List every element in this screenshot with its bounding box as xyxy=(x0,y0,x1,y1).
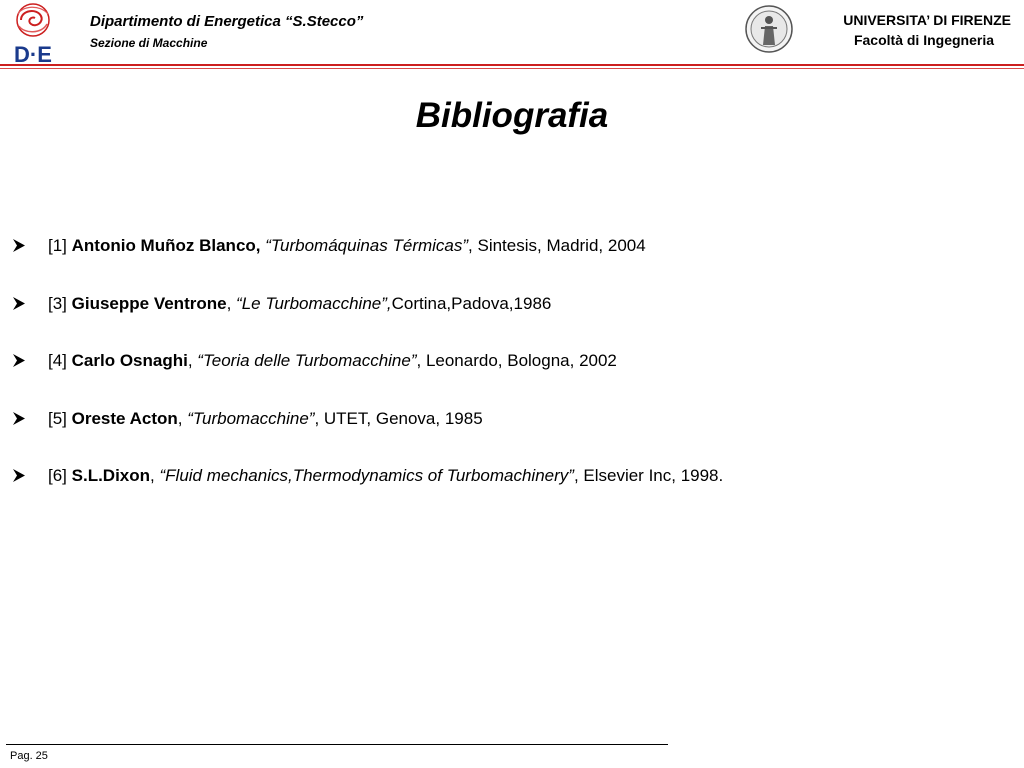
reference-author: Antonio Muñoz Blanco, xyxy=(71,236,261,255)
svg-text:D·E: D·E xyxy=(14,42,52,64)
reference-publisher: , Leonardo, Bologna, 2002 xyxy=(416,351,617,370)
bibliography-item xyxy=(0,409,723,467)
bibliography-item xyxy=(0,236,723,294)
reference-separator: , xyxy=(177,408,188,428)
department-name: Dipartimento di Energetica “S.Stecco” xyxy=(90,13,364,30)
reference-title: “Fluid mechanics,Thermodynamics of Turbomachinery” xyxy=(159,466,574,485)
arrow-bullet-icon xyxy=(12,411,26,426)
reference-separator: , xyxy=(226,293,237,313)
department-section: Sezione di Macchine xyxy=(90,36,208,50)
footer-divider xyxy=(6,744,668,745)
reference-title: “Le Turbomacchine”, xyxy=(236,293,392,313)
reference-number: [3] xyxy=(48,293,67,313)
reference-separator: , xyxy=(150,466,160,485)
reference-author: Giuseppe Ventrone xyxy=(71,293,227,313)
reference-number: [1] xyxy=(48,236,67,255)
page-title: Bibliografia xyxy=(415,96,609,135)
arrow-bullet-icon xyxy=(12,468,26,483)
arrow-bullet-icon xyxy=(12,238,26,253)
page-number: Pag. 25 xyxy=(10,750,48,762)
university-name: UNIVERSITA’ DI FIRENZE xyxy=(843,12,1011,28)
reference-publisher: , Sintesis, Madrid, 2004 xyxy=(468,236,646,255)
slide-header xyxy=(0,0,1024,76)
university-seal-icon xyxy=(744,4,794,54)
arrow-bullet-icon xyxy=(12,353,26,368)
reference-title: “Teoria delle Turbomacchine” xyxy=(197,351,417,370)
arrow-bullet-icon xyxy=(12,296,26,311)
bibliography-item xyxy=(0,351,723,409)
reference-publisher: , UTET, Genova, 1985 xyxy=(314,408,483,428)
reference-number: [5] xyxy=(48,408,67,428)
reference-number: [6] xyxy=(48,466,67,485)
reference-number: [4] xyxy=(48,351,67,370)
reference-author: S.L.Dixon xyxy=(71,466,151,485)
reference-title: “Turbomáquinas Térmicas” xyxy=(265,236,469,255)
header-divider-thin xyxy=(0,68,1024,69)
faculty-name: Facoltà di Ingegneria xyxy=(853,32,994,48)
reference-publisher: Cortina,Padova,1986 xyxy=(391,293,552,313)
reference-publisher: , Elsevier Inc, 1998. xyxy=(573,466,724,485)
bibliography-item xyxy=(0,466,723,524)
reference-title: “Turbomacchine” xyxy=(187,408,315,428)
bibliography-item xyxy=(0,294,723,352)
reference-separator: , xyxy=(187,351,198,370)
bibliography-list xyxy=(0,236,723,524)
reference-author: Carlo Osnaghi xyxy=(71,351,188,370)
header-divider xyxy=(0,64,1024,66)
reference-author: Oreste Acton xyxy=(71,408,178,428)
de-swirl-logo-icon xyxy=(4,2,62,64)
